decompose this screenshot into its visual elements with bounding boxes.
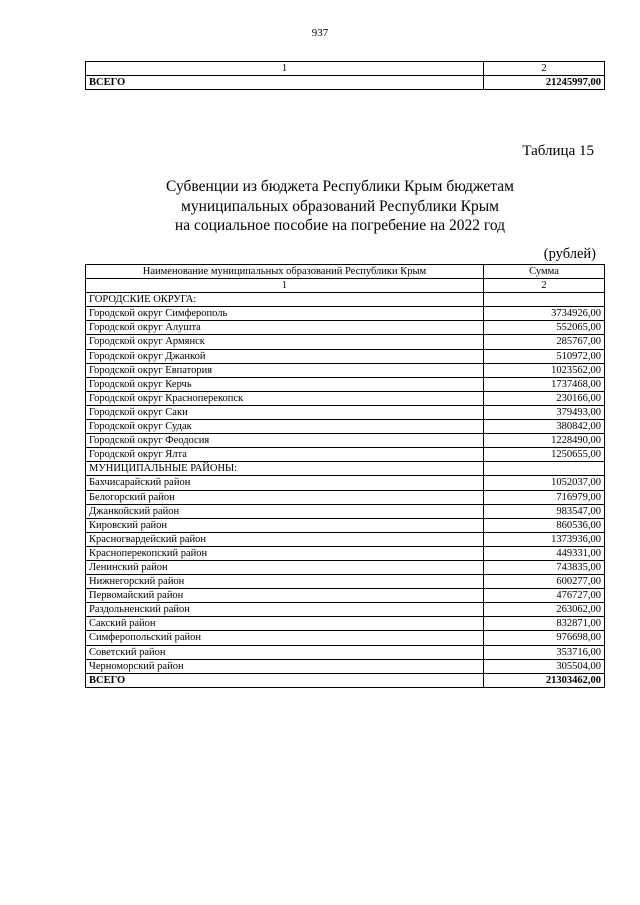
row-name: Черноморский район — [86, 659, 484, 673]
table-row — [86, 631, 605, 645]
table-row — [86, 532, 605, 546]
table-row — [86, 307, 605, 321]
row-name: Белогорский район — [86, 490, 484, 504]
row-value: 552065,00 — [484, 321, 605, 335]
table-row — [86, 420, 605, 434]
table-row — [86, 518, 605, 532]
row-value: 230166,00 — [484, 391, 605, 405]
document-title — [0, 177, 640, 236]
row-value: 353716,00 — [484, 645, 605, 659]
previous-table-continuation — [85, 61, 605, 90]
row-value — [484, 462, 605, 476]
row-name: Советский район — [86, 645, 484, 659]
row-name: Городской округ Саки — [86, 405, 484, 419]
row-name: Симферопольский район — [86, 631, 484, 645]
table-row — [86, 560, 605, 574]
row-name: Городской округ Ялта — [86, 448, 484, 462]
row-value: 716979,00 — [484, 490, 605, 504]
page-number: 937 — [311, 27, 329, 39]
table-row — [86, 391, 605, 405]
row-name: Городской округ Армянск — [86, 335, 484, 349]
table-row — [86, 490, 605, 504]
row-name: Городской округ Керчь — [86, 377, 484, 391]
table-row — [86, 434, 605, 448]
row-value: 743835,00 — [484, 560, 605, 574]
row-value: 1250655,00 — [484, 448, 605, 462]
table-row — [86, 363, 605, 377]
column-number-row — [86, 62, 605, 76]
row-value: 3734926,00 — [484, 307, 605, 321]
units-label: (рублей) — [543, 246, 596, 262]
column-number-2: 2 — [484, 62, 605, 76]
row-value: 285767,00 — [484, 335, 605, 349]
header-row — [86, 265, 605, 279]
row-value: 380842,00 — [484, 420, 605, 434]
table-row — [86, 405, 605, 419]
header-sum: Сумма — [484, 265, 605, 279]
total-label: ВСЕГО — [86, 76, 484, 90]
table-row — [86, 504, 605, 518]
row-name: Городской округ Евпатория — [86, 363, 484, 377]
total-row — [86, 76, 605, 90]
row-value: 1737468,00 — [484, 377, 605, 391]
row-value: 510972,00 — [484, 349, 605, 363]
row-value: 976698,00 — [484, 631, 605, 645]
row-value: 449331,00 — [484, 546, 605, 560]
subvention-table — [85, 264, 605, 688]
table-row — [86, 293, 605, 307]
table-row — [86, 476, 605, 490]
table-row — [86, 617, 605, 631]
row-name: Раздольненский район — [86, 603, 484, 617]
table-row — [86, 589, 605, 603]
total-value: 21303462,00 — [484, 673, 605, 687]
column-number-row — [86, 279, 605, 293]
total-value: 21245997,00 — [484, 76, 605, 90]
row-value — [484, 293, 605, 307]
row-name: Городской округ Феодосия — [86, 434, 484, 448]
table-row — [86, 462, 605, 476]
table-row — [86, 377, 605, 391]
row-name: МУНИЦИПАЛЬНЫЕ РАЙОНЫ: — [86, 462, 484, 476]
table-label: Таблица 15 — [522, 143, 594, 159]
row-name: Городской округ Джанкой — [86, 349, 484, 363]
row-name: ГОРОДСКИЕ ОКРУГА: — [86, 293, 484, 307]
row-value: 1373936,00 — [484, 532, 605, 546]
row-value: 860536,00 — [484, 518, 605, 532]
table-row — [86, 546, 605, 560]
row-name: Красноперекопский район — [86, 546, 484, 560]
row-name: Первомайский район — [86, 589, 484, 603]
total-row — [86, 673, 605, 687]
table-row — [86, 659, 605, 673]
row-name: Городской округ Симферополь — [86, 307, 484, 321]
row-value: 476727,00 — [484, 589, 605, 603]
row-value: 305504,00 — [484, 659, 605, 673]
title-line-3: на социальное пособие на погребение на 2022 год — [174, 217, 506, 234]
row-value: 983547,00 — [484, 504, 605, 518]
row-name: Джанкойский район — [86, 504, 484, 518]
table-row — [86, 335, 605, 349]
header-name: Наименование муниципальных образований Республики Крым — [86, 265, 484, 279]
row-value: 1023562,00 — [484, 363, 605, 377]
row-value: 1052037,00 — [484, 476, 605, 490]
row-name: Кировский район — [86, 518, 484, 532]
table-row — [86, 603, 605, 617]
column-number-2: 2 — [484, 279, 605, 293]
row-value: 600277,00 — [484, 575, 605, 589]
table-row — [86, 575, 605, 589]
table-row — [86, 448, 605, 462]
row-value: 263062,00 — [484, 603, 605, 617]
row-name: Нижнегорский район — [86, 575, 484, 589]
row-value: 1228490,00 — [484, 434, 605, 448]
table-row — [86, 349, 605, 363]
row-value: 379493,00 — [484, 405, 605, 419]
row-name: Городской округ Алушта — [86, 321, 484, 335]
column-number-1: 1 — [86, 279, 484, 293]
row-name: Бахчисарайский район — [86, 476, 484, 490]
row-name: Ленинский район — [86, 560, 484, 574]
column-number-1: 1 — [86, 62, 484, 76]
total-label: ВСЕГО — [86, 673, 484, 687]
row-name: Красногвардейский район — [86, 532, 484, 546]
row-name: Городской округ Судак — [86, 420, 484, 434]
title-line-1: Субвенции из бюджета Республики Крым бюджетам — [166, 178, 514, 195]
row-value: 832871,00 — [484, 617, 605, 631]
row-name: Сакский район — [86, 617, 484, 631]
title-line-2: муниципальных образований Республики Крым — [181, 197, 499, 215]
row-name: Городской округ Красноперекопск — [86, 391, 484, 405]
table-row — [86, 645, 605, 659]
table-row — [86, 321, 605, 335]
